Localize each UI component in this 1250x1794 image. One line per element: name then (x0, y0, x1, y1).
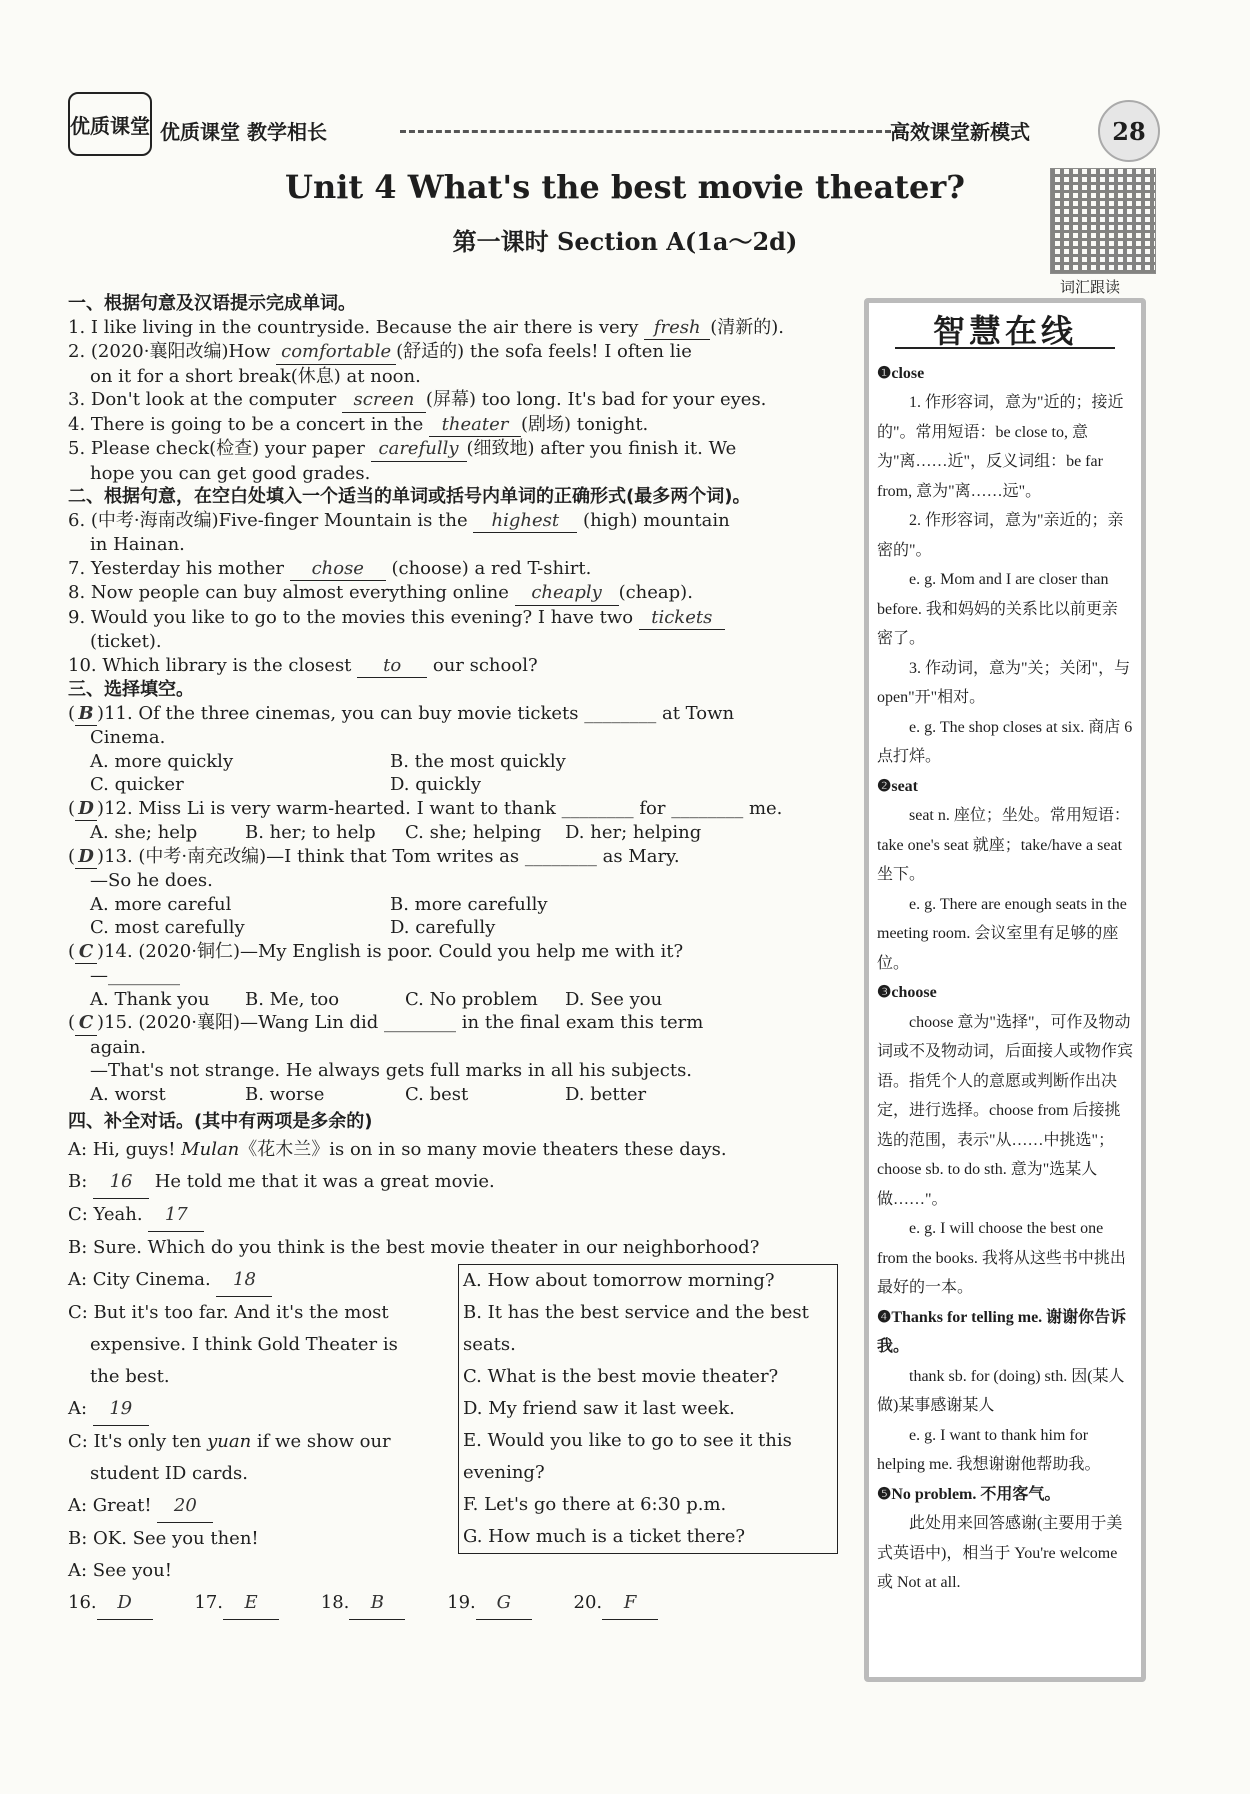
section-2-heading: 二、根据句意，在空白处填入一个适当的单词或括号内单词的正确形式(最多两个词)。 (68, 486, 751, 507)
dialogue-option[interactable]: B. It has the best service and the best seats. (463, 1301, 809, 1355)
page-number: 28 (1098, 100, 1160, 162)
question-8: 8. Now people can buy almost everything online cheaply (cheap). (68, 581, 838, 606)
section-1-heading: 一、根据句意及汉语提示完成单词。 (68, 293, 356, 314)
dialogue-line: C: It's only ten yuan if we show our (68, 1430, 391, 1452)
dialogue-option[interactable]: A. How about tomorrow morning? (463, 1269, 775, 1291)
option-a[interactable]: A. more quickly (90, 750, 234, 772)
question-14-cont: —________ (90, 965, 180, 986)
answer-blank[interactable]: fresh (644, 316, 710, 341)
answer-blank[interactable]: tickets (639, 606, 725, 631)
dialogue-answer[interactable]: F (602, 1587, 658, 1620)
dialogue-blank[interactable]: 20 (157, 1490, 213, 1523)
dialogue-line: C: But it's too far. And it's the most (68, 1301, 389, 1323)
option-c[interactable]: C. best (405, 1083, 469, 1105)
option-a[interactable]: A. worst (90, 1083, 166, 1105)
option-c[interactable]: C. No problem (405, 988, 538, 1010)
tip-example: e. g. Mom and I are closer than before. 我和妈妈的关系比以前更亲密了。 (877, 571, 1118, 647)
tip-example: e. g. There are enough seats in the meeting room. 会议室里有足够的座位。 (877, 895, 1127, 972)
dialogue-option[interactable]: C. What is the best movie theater? (463, 1365, 779, 1387)
option-c[interactable]: C. most carefully (90, 917, 245, 938)
question-5: 5. Please check(检查) your paper carefully (细致地) after you finish it. We (68, 437, 838, 462)
dialogue-option[interactable]: E. Would you like to go to see it this evening? (463, 1429, 792, 1483)
question-9: 9. Would you like to go to the movies this evening? I have two tickets (68, 606, 838, 631)
answer-row: 16. D 17. E 18. B 19. G 20. F (68, 1587, 838, 1620)
options-row (68, 988, 838, 1012)
dialogue-option[interactable]: D. My friend saw it last week. (463, 1397, 735, 1419)
question-5-cont: hope you can get good grades. (90, 462, 371, 484)
option-b[interactable]: B. her; to help (245, 822, 376, 843)
question-1: 1. I like living in the countryside. Because the air there is very fresh (清新的). (68, 316, 838, 341)
option-d[interactable]: D. carefully (390, 917, 496, 938)
section-3-heading: 三、选择填空。 (68, 679, 194, 700)
tip-text: thank sb. for (doing) sth. 因(某人做)某事感谢某人 (877, 1367, 1125, 1414)
dialogue-answer[interactable]: G (476, 1587, 532, 1620)
dialogue-line: A: Great! 20 (68, 1490, 448, 1523)
option-b[interactable]: B. the most quickly (390, 750, 566, 772)
question-7: 7. Yesterday his mother chose (choose) a red T-shirt. (68, 557, 838, 582)
choice-answer[interactable]: D (75, 797, 97, 822)
question-4: 4. There is going to be a concert in the theater (剧场) tonight. (68, 413, 838, 438)
header-slogan-left: 优质课堂 教学相长 (160, 120, 327, 144)
question-6-cont: in Hainan. (90, 534, 185, 555)
dialogue-line: B: Sure. Which do you think is the best movie theater in our neighborhood? (68, 1236, 760, 1258)
option-a[interactable]: A. Thank you (90, 988, 210, 1010)
answer-blank[interactable]: highest (473, 509, 577, 534)
answer-blank[interactable]: chose (290, 557, 386, 582)
option-c[interactable]: C. quicker (90, 774, 184, 795)
unit-title: Unit 4 What's the best movie theater? (285, 168, 965, 206)
question-11-cont: Cinema. (90, 727, 166, 748)
choice-answer[interactable]: B (75, 702, 97, 727)
question-13: ( D )13. (中考·南充改编)—I think that Tom writes as ________ as Mary. (68, 845, 838, 870)
tip-example: e. g. I want to thank him for helping me. 我想谢谢他帮助我。 (877, 1426, 1101, 1473)
question-15-cont: again. (90, 1036, 147, 1058)
question-9-cont: (ticket). (90, 631, 162, 652)
question-12: ( D )12. Miss Li is very warm-hearted. I want to thank ________ for ________ me. (68, 797, 838, 822)
section-4-heading: 四、补全对话。(其中有两项是多余的) (68, 1111, 373, 1132)
header-divider (400, 130, 900, 133)
dialogue-blank[interactable]: 17 (148, 1199, 204, 1232)
tip-text: 2. 作形容词，意为"亲近的；亲密的"。 (877, 512, 1124, 559)
tip-text: choose 意为"选择"，可作及物动词或不及物动词，后面接人或物作宾语。指凭个人的意愿或判断作出决定，进行选择。choose from 后接挑选的范围，表示"从……中挑选"；choose sb. to do sth. 意为"选某人做……"。 (877, 1013, 1134, 1208)
question-6: 6. (中考·海南改编)Five-finger Mountain is the highest (high) mountain (68, 509, 838, 534)
options-box (458, 1264, 838, 1554)
dialogue-line: student ID cards. (90, 1462, 248, 1484)
dialogue-option[interactable]: G. How much is a ticket there? (463, 1525, 746, 1547)
option-c[interactable]: C. she; helping (405, 822, 542, 843)
tip-example: e. g. The shop closes at six. 商店 6 点打烊。 (877, 718, 1133, 765)
question-2-cont: on it for a short break(休息) at noon. (90, 365, 421, 387)
exercise-column (68, 292, 838, 1620)
dialogue-answer[interactable]: D (97, 1587, 153, 1620)
question-15-cont: —That's not strange. He always gets full marks in all his subjects. (90, 1060, 693, 1081)
dialogue-line: B: OK. See you then! (68, 1527, 259, 1549)
dialogue-line: A: City Cinema. 18 (68, 1264, 448, 1297)
tips-sidebar (864, 298, 1146, 1682)
question-14: ( C )14. (2020·铜仁)—My English is poor. Could you help me with it? (68, 940, 838, 965)
tip-text: seat n. 座位；坐处。常用短语：take one's seat 就座；take/have a seat 坐下。 (877, 807, 1130, 883)
answer-blank[interactable]: cheaply (515, 581, 619, 606)
answer-blank[interactable]: theater (429, 413, 521, 438)
tip-text: 1. 作形容词，意为"近的；接近的"。常用短语：be close to, 意为"离……近"，反义词组：be far from, 意为"离……远"。 (877, 394, 1124, 500)
logo: 优质课堂 (68, 92, 152, 156)
tip-heading: ❶close (877, 364, 925, 382)
dialogue-line: A: 19 (68, 1393, 448, 1426)
dialogue-blank[interactable]: 18 (216, 1264, 272, 1297)
options-row (68, 893, 838, 917)
sidebar-title: 智慧在线 (895, 317, 1115, 349)
dialogue-line: A: Hi, guys! Mulan《花木兰》is on in so many movie theaters these days. (68, 1138, 727, 1160)
dialogue-blank[interactable]: 19 (93, 1393, 149, 1426)
dialogue (68, 1134, 838, 1620)
tip-heading: ❷seat (877, 777, 918, 795)
dialogue-line: C: Yeah. 17 (68, 1199, 838, 1232)
tip-text: 3. 作动词，意为"关；关闭"，与 open"开"相对。 (877, 659, 1131, 706)
option-a[interactable]: A. more careful (90, 893, 232, 915)
dialogue-answer[interactable]: E (223, 1587, 279, 1620)
question-11: ( B )11. Of the three cinemas, you can buy movie tickets ________ at Town (68, 702, 838, 727)
dialogue-line: expensive. I think Gold Theater is (90, 1333, 398, 1355)
dialogue-line: the best. (90, 1365, 170, 1387)
question-13-cont: —So he does. (90, 870, 213, 891)
question-3: 3. Don't look at the computer screen (屏幕) too long. It's bad for your eyes. (68, 388, 838, 413)
header-slogan-right: 高效课堂新模式 (890, 120, 1030, 144)
options-row (68, 750, 838, 774)
question-10: 10. Which library is the closest to our school? (68, 654, 838, 679)
answer-blank[interactable]: carefully (371, 437, 467, 462)
option-d[interactable]: D. quickly (390, 774, 482, 795)
dialogue-blank[interactable]: 16 (93, 1166, 149, 1199)
choice-answer[interactable]: C (75, 1011, 97, 1036)
choice-answer[interactable]: C (75, 940, 97, 965)
options-row (68, 1083, 838, 1107)
tip-text: 此处用来回答感谢(主要用于美式英语中)，相当于 You're welcome 或 Not at all. (877, 1515, 1123, 1591)
option-d[interactable]: D. better (565, 1083, 647, 1105)
options-row (68, 773, 838, 797)
options-row (68, 916, 838, 940)
tip-heading: ❺No problem. 不用客气。 (877, 1485, 1061, 1503)
question-2: 2. (2020·襄阳改编)How comfortable (舒适的) the sofa feels! I often lie (68, 340, 838, 365)
option-d[interactable]: D. her; helping (565, 822, 702, 843)
page-header (60, 92, 1160, 152)
tip-heading: ❸choose (877, 984, 937, 1001)
option-b[interactable]: B. more carefully (390, 893, 548, 915)
dialogue-line: B: 16 He told me that it was a great movie. (68, 1166, 838, 1199)
lesson-subtitle: 第一课时 Section A(1a～2d) (452, 227, 798, 256)
answer-blank[interactable]: comfortable (276, 340, 396, 365)
option-d[interactable]: D. See you (565, 988, 663, 1010)
option-a[interactable]: A. she; help (90, 822, 198, 843)
options-row (68, 821, 838, 845)
qr-label: 词汇跟读 (1060, 278, 1121, 296)
answer-blank[interactable]: screen (342, 388, 426, 413)
choice-answer[interactable]: D (75, 845, 97, 870)
question-15: ( C )15. (2020·襄阳)—Wang Lin did ________ in the final exam this term (68, 1011, 838, 1036)
option-b[interactable]: B. Me, too (245, 988, 340, 1010)
tip-heading: ❹Thanks for telling me. 谢谢你告诉我。 (877, 1308, 1127, 1355)
qr-code[interactable] (1050, 168, 1156, 274)
dialogue-option[interactable]: F. Let's go there at 6:30 p.m. (463, 1493, 727, 1515)
option-b[interactable]: B. worse (245, 1083, 325, 1105)
dialogue-answer[interactable]: B (349, 1587, 405, 1620)
tip-example: e. g. I will choose the best one from the books. 我将从这些书中挑出最好的一本。 (877, 1220, 1126, 1296)
dialogue-line: A: See you! (68, 1559, 172, 1581)
answer-blank[interactable]: to (357, 654, 427, 679)
